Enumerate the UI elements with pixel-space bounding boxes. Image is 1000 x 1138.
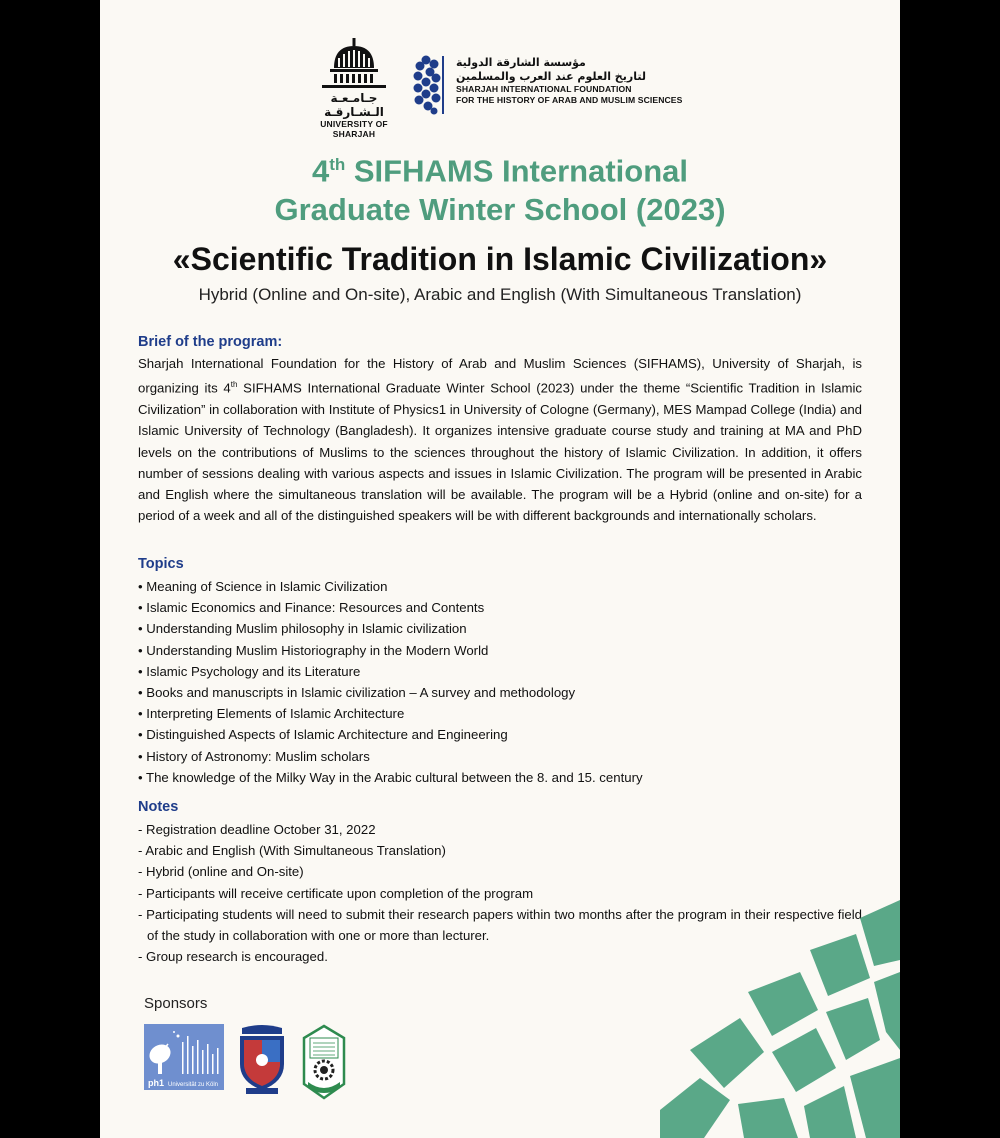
foundation-name-english-line2: FOR THE HISTORY OF ARAB AND MUSLIM SCIENCES (456, 95, 683, 105)
topics-list (138, 576, 862, 788)
foundation-name-block (456, 56, 716, 106)
topic-item: • Islamic Psychology and its Literature (138, 663, 361, 679)
logo-divider (442, 56, 444, 114)
topic-item: • Books and manuscripts in Islamic civilization – A survey and methodology (138, 685, 576, 701)
cologne-mark: ph1 (148, 1078, 165, 1088)
brief-text-part1: Sharjah International Foundation for the History of Arab and Muslim Sciences (SIFHAMS), University of Sharjah, is organizing its 4 (138, 356, 862, 396)
topic-item: • Interpreting Elements of Islamic Architecture (138, 706, 405, 722)
note-item: - Registration deadline October 31, 2022 (138, 822, 376, 837)
topic-item: • The knowledge of the Milky Way in the Arabic cultural between the 8. and 15. century (138, 769, 643, 785)
brief-text-part2: SIFHAMS International Graduate Winter School (2023) under the theme “Scientific Tradition in Islamic Civilization” in collaboration with Institute of Physics1 in University of Cologne (Germany), MES Mampad College (India) and Islamic University of Technology (Bangladesh). It organizes intensive graduate course study and training at MA and PhD levels on the contributions of Muslims to the sciences throughout the history of Islamic Civilization. In addition, it offers number of sessions dealing with various aspects and issues in Islamic Civilization. The program will be presented in Arabic and English where the simultaneous translation will be available. The program will be a Hybrid (online and on-site) for a period of a week and all of the distinguished speakers will be with different backgrounds and internationally scholars. (138, 380, 863, 524)
title-line-2: Graduate Winter School (2023) (274, 192, 726, 227)
sponsor-university-of-cologne-logo (144, 1024, 224, 1095)
topic-item: • Understanding Muslim Historiography in the Modern World (138, 642, 489, 658)
dome-icon (314, 38, 394, 90)
topics-heading: Topics (138, 556, 184, 572)
notes-heading: Notes (138, 799, 179, 815)
note-item: - Group research is encouraged. (138, 949, 328, 965)
title-ordinal-suffix: th (329, 155, 346, 174)
topic-item: • Meaning of Science in Islamic Civilization (138, 579, 388, 594)
foundation-name-arabic-line2: لتاريخ العلوم عند العرب والمسلمين (456, 70, 646, 83)
rosette-icon (412, 54, 442, 116)
topic-item: • History of Astronomy: Muslim scholars (138, 748, 370, 764)
sponsor-islamic-university-of-technology-logo (300, 1024, 348, 1105)
crest-shield-icon (236, 1024, 288, 1096)
note-item: - Hybrid (online and On-site) (138, 864, 304, 880)
decorative-geometric-pattern (660, 900, 900, 1138)
university-of-sharjah-logo (300, 38, 408, 139)
cologne-caption: Universität zu Köln (168, 1082, 219, 1088)
topic-item: • Islamic Economics and Finance: Resources and Contents (138, 600, 485, 616)
title-line-1-rest: SIFHAMS International (345, 153, 689, 189)
brief-paragraph (138, 353, 862, 527)
brief-ordinal-suffix: th (230, 380, 238, 390)
university-name-english: UNIVERSITY OF SHARJAH (320, 119, 388, 139)
title-line-1 (100, 143, 900, 193)
note-item: - Participating students will need to submit their research papers within two months after the program in their respective field of the study in collaboration with one or more than lecturer. (138, 906, 862, 944)
topic-item: • Distinguished Aspects of Islamic Architecture and Engineering (138, 727, 508, 743)
foundation-name-arabic-line1: مؤسسة الشارقة الدولية (456, 56, 586, 69)
title-ordinal-number: 4 (311, 153, 330, 189)
note-item: - Arabic and English (With Simultaneous Translation) (138, 843, 446, 859)
theme-title: «Scientific Tradition in Islamic Civilization» (172, 241, 828, 277)
poster-page (100, 0, 900, 1138)
format-subtitle: Hybrid (Online and On-site), Arabic and English (With Simultaneous Translation) (198, 285, 802, 304)
sponsors-label: Sponsors (144, 995, 208, 1012)
note-item: - Participants will receive certificate upon completion of the program (138, 885, 534, 901)
brief-heading: Brief of the program: (138, 334, 283, 350)
sifhams-logo-mark (412, 54, 442, 121)
sponsor-mes-mampad-college-logo (236, 1024, 288, 1101)
topic-item: • Understanding Muslim philosophy in Islamic civilization (138, 621, 467, 637)
university-name-arabic: جـامـعـة الـشـارقـة (324, 91, 384, 119)
foundation-name-english-line1: SHARJAH INTERNATIONAL FOUNDATION (456, 84, 632, 94)
gear-emblem-icon (300, 1024, 348, 1100)
